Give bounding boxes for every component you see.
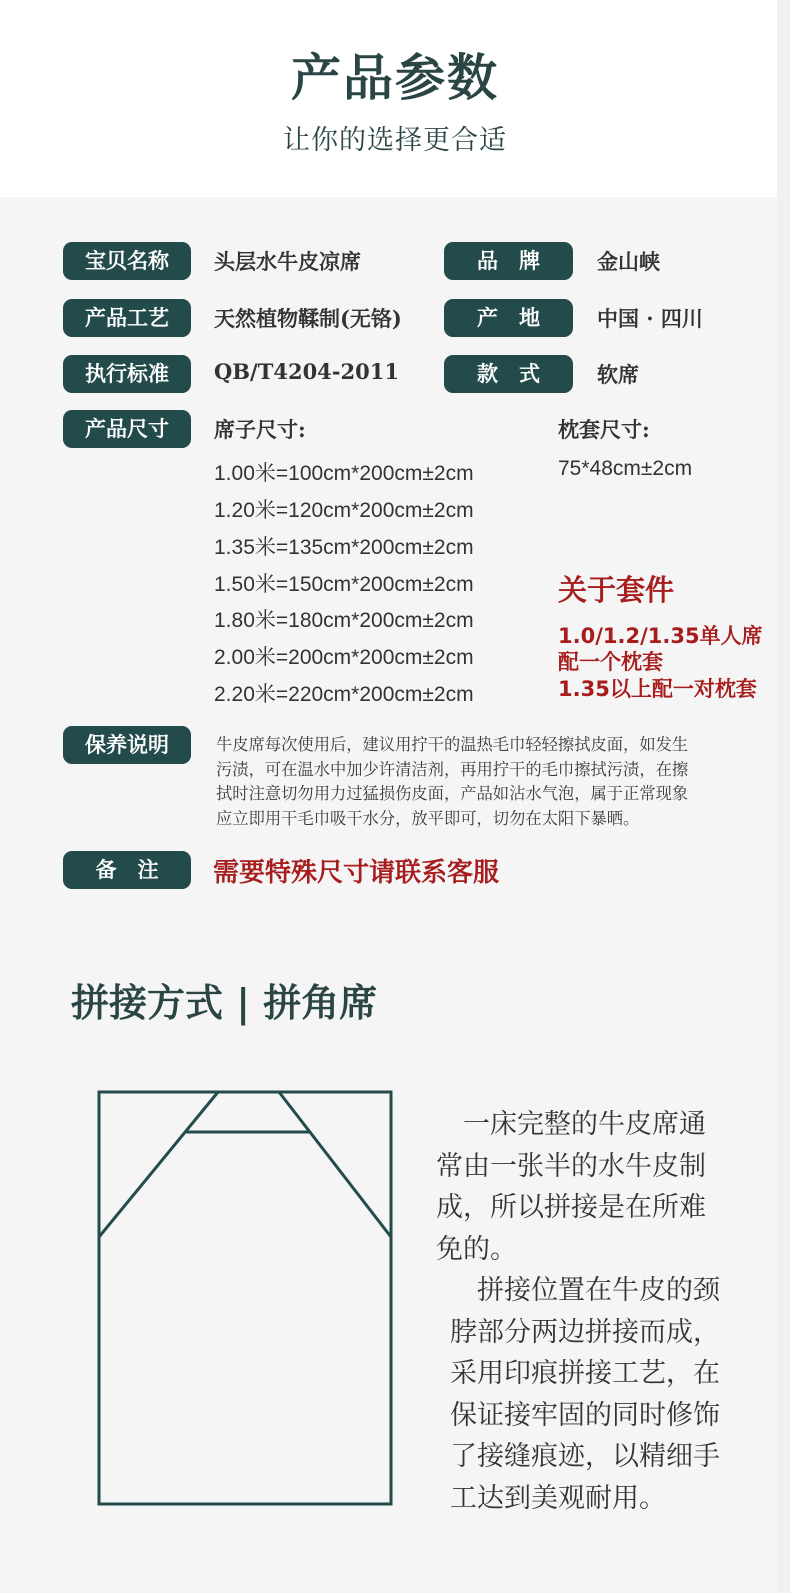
para-line: 工达到美观耐用。 bbox=[450, 1482, 666, 1514]
suite-line: 1.0/1.2/1.35单人席 bbox=[558, 624, 763, 648]
style-label: 款 式 bbox=[444, 355, 573, 393]
mat-size-item: 1.50米=150cm*200cm±2cm bbox=[214, 573, 474, 596]
suite-title: 关于套件 bbox=[558, 573, 675, 607]
mat-size-item: 2.20米=220cm*200cm±2cm bbox=[214, 683, 474, 706]
name-value: 头层水牛皮凉席 bbox=[214, 249, 361, 274]
brand-label: 品 牌 bbox=[444, 242, 573, 280]
splice-paragraph-1 bbox=[436, 1104, 706, 1270]
style-value: 软席 bbox=[597, 362, 639, 387]
page-title: 产品参数 bbox=[291, 48, 499, 107]
para-line: 免的。 bbox=[436, 1233, 517, 1265]
para-line: 拼接位置在牛皮的颈 bbox=[450, 1275, 720, 1306]
page-subtitle: 让你的选择更合适 bbox=[283, 125, 507, 156]
suite-line: 配一个枕套 bbox=[558, 650, 663, 674]
mat-size-title: 席子尺寸: bbox=[214, 417, 306, 442]
origin-value: 中国 · 四川 bbox=[597, 306, 703, 331]
mat-size-item: 1.80米=180cm*200cm±2cm bbox=[214, 609, 474, 632]
para-line: 常由一张半的水牛皮制 bbox=[436, 1150, 706, 1182]
splice-paragraph-2 bbox=[450, 1270, 720, 1519]
pillow-size-value: 75*48cm±2cm bbox=[558, 457, 693, 480]
left-splice-line bbox=[99, 1092, 218, 1237]
splice-title: 拼接方式 | 拼角席 bbox=[71, 980, 378, 1025]
para-line: 成，所以拼接是在所难 bbox=[436, 1192, 706, 1223]
care-line: 应立即用干毛巾吸干水分，放平即可，切勿在太阳下暴晒。 bbox=[216, 808, 640, 828]
mat-size-item: 2.00米=200cm*200cm±2cm bbox=[214, 646, 474, 669]
care-line: 拭时注意切勿用力过猛损伤皮面，产品如沾水气泡，属于正常现象 bbox=[216, 784, 689, 804]
care-line: 污渍，可在温水中加少许清洁剂，再用拧干的毛巾擦拭污渍，在擦 bbox=[216, 759, 689, 779]
mat-size-item: 1.35米=135cm*200cm±2cm bbox=[214, 536, 474, 559]
mat-size-item: 1.00米=100cm*200cm±2cm bbox=[214, 462, 474, 485]
note-value: 需要特殊尺寸请联系客服 bbox=[213, 858, 500, 888]
para-line: 采用印痕拼接工艺，在 bbox=[450, 1358, 720, 1389]
right-edge-strip bbox=[777, 0, 790, 1593]
origin-label: 产 地 bbox=[444, 299, 573, 337]
note-label: 备 注 bbox=[63, 851, 191, 889]
standard-label: 执行标准 bbox=[63, 355, 191, 393]
pillow-size-title: 枕套尺寸: bbox=[558, 417, 650, 442]
suite-line: 1.35以上配一对枕套 bbox=[558, 677, 757, 701]
para-line: 脖部分两边拼接而成， bbox=[450, 1316, 720, 1348]
para-line: 了接缝痕迹，以精细手 bbox=[450, 1441, 720, 1472]
craft-label: 产品工艺 bbox=[63, 299, 191, 337]
para-line: 一床完整的牛皮席通 bbox=[436, 1109, 706, 1140]
para-line: 保证接牢固的同时修饰 bbox=[450, 1399, 720, 1431]
care-label: 保养说明 bbox=[63, 726, 191, 764]
size-label: 产品尺寸 bbox=[63, 410, 191, 448]
splice-diagram bbox=[97, 1090, 397, 1508]
craft-value: 天然植物鞣制(无铬) bbox=[214, 306, 402, 331]
name-label: 宝贝名称 bbox=[63, 242, 191, 280]
mat-size-item: 1.20米=120cm*200cm±2cm bbox=[214, 499, 474, 522]
mat-outline bbox=[99, 1092, 391, 1504]
care-text bbox=[216, 733, 766, 831]
standard-value: QB/T4204-2011 bbox=[214, 359, 399, 384]
right-splice-line bbox=[279, 1092, 391, 1237]
care-line: 牛皮席每次使用后，建议用拧干的温热毛巾轻轻擦拭皮面，如发生 bbox=[216, 735, 689, 754]
brand-value: 金山峡 bbox=[597, 249, 660, 274]
